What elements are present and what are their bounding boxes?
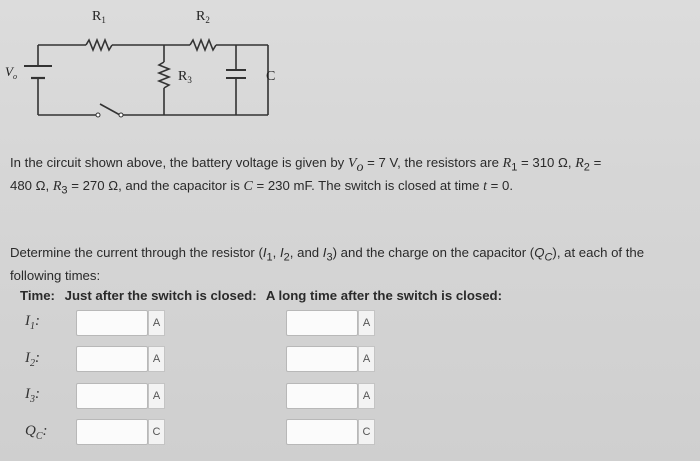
row-label-qc: $Q_C$: [25, 423, 48, 442]
qc-long-time-input[interactable] [286, 419, 358, 445]
row-label-i2: $I_2$: [25, 350, 40, 369]
row-label-i1: $I_1$: [25, 313, 40, 332]
problem-statement: In the circuit shown above, the battery voltage is given by $V_o = 7$ V, the resistors are $R_1 = 310$ Ω, $R_2$ = 480 Ω, $R_3 = 270$ Ω, and the capacitor is C = 230 mF. The switch is closed at time t = 0. [10, 155, 602, 197]
table-header [20, 288, 508, 303]
qc-just-after-unit: C [148, 419, 165, 445]
i1-long-time-input[interactable] [286, 310, 358, 336]
row-label-i3: $I_3$: [25, 386, 40, 405]
i1-long-time-unit: A [358, 310, 375, 336]
i3-just-after-input[interactable] [76, 383, 148, 409]
r3-label: $R_3$ [178, 69, 192, 85]
qc-just-after-input[interactable] [76, 419, 148, 445]
i1-just-after-unit: A [148, 310, 165, 336]
voltage-label: $V_o$ [5, 64, 17, 81]
i2-long-time-unit: A [358, 346, 375, 372]
question-text: Determine the current through the resistor ($I_1$, $I_2$, and $I_3$) and the charge on the capacitor $(Q_C)$, at each of the following times: [10, 245, 645, 283]
i2-just-after-unit: A [148, 346, 165, 372]
time-label: Time: [20, 288, 55, 303]
i2-long-time-input[interactable] [286, 346, 358, 372]
col-long-time-label: A long time after the switch is closed: [265, 288, 503, 303]
qc-long-time-unit: C [358, 419, 375, 445]
r1-label: $R_1$ [92, 9, 106, 25]
capacitor-label: C [266, 69, 276, 84]
i2-just-after-input[interactable] [76, 346, 148, 372]
i3-long-time-unit: A [358, 383, 375, 409]
r2-label: $R_2$ [196, 9, 210, 25]
i3-just-after-unit: A [148, 383, 165, 409]
circuit-diagram [0, 0, 320, 130]
i1-just-after-input[interactable] [76, 310, 148, 336]
i3-long-time-input[interactable] [286, 383, 358, 409]
col-just-after-label: Just after the switch is closed: [64, 288, 257, 303]
